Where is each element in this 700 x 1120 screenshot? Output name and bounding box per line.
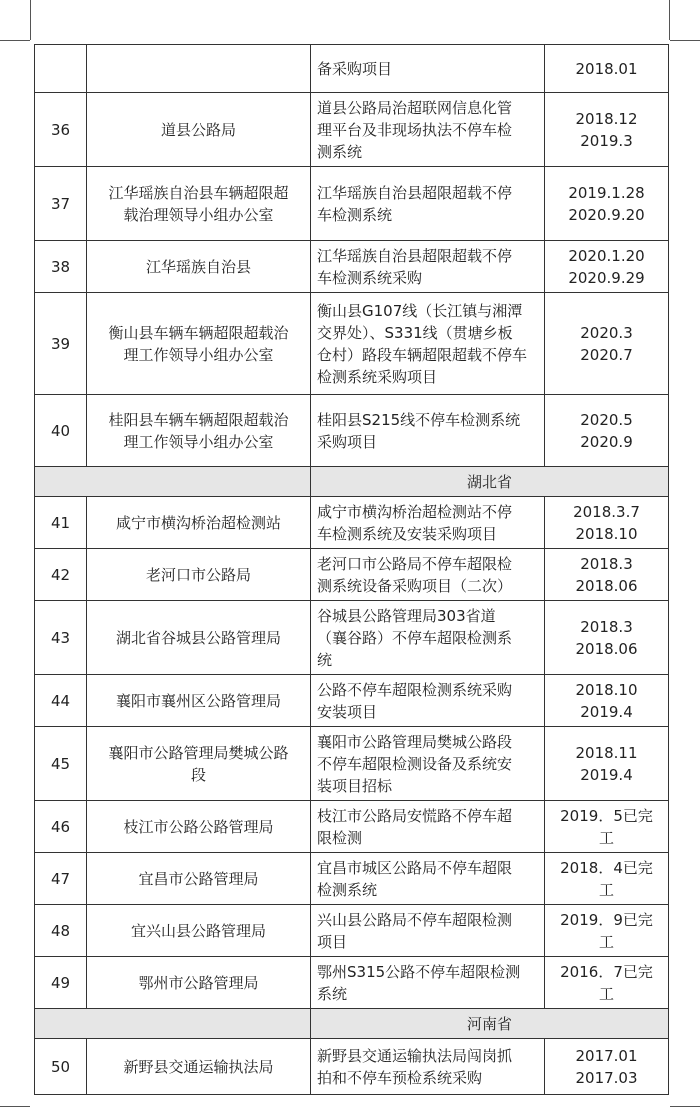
crop-mark-top-right-v xyxy=(669,0,670,40)
cell-line: 项目 xyxy=(317,932,348,951)
cell-line: 测系统 xyxy=(317,142,363,161)
date-cell xyxy=(545,853,669,905)
unit-name-cell xyxy=(87,801,311,853)
unit-name-cell xyxy=(87,293,311,395)
table-row xyxy=(35,727,669,801)
section-blank-cell xyxy=(35,467,311,497)
date-cell xyxy=(545,957,669,1009)
project-name-cell xyxy=(311,167,545,241)
cell-line: 桂阳县车辆车辆超限超载治 xyxy=(108,410,289,429)
cell-line: 2019.4 xyxy=(580,765,633,784)
unit-name-cell xyxy=(87,167,311,241)
cell-line: 老河口市公路局不停车超限检 xyxy=(317,554,513,573)
table-row xyxy=(35,957,669,1009)
cell-line: 江华瑶族自治县超限超载不停 xyxy=(317,246,513,265)
cell-line: 桂阳县S215线不停车检测系统 xyxy=(317,410,521,429)
table-row xyxy=(35,395,669,467)
unit-name-cell xyxy=(87,395,311,467)
cell-line: 衡山县车辆车辆超限超载治 xyxy=(108,323,289,342)
cell-line: 统 xyxy=(317,650,333,669)
cell-line: 备采购项目 xyxy=(317,59,393,78)
row-number: 43 xyxy=(35,601,87,675)
cell-line: 宜昌市公路管理局 xyxy=(138,869,259,888)
row-number: 48 xyxy=(35,905,87,957)
cell-line: 2017.03 xyxy=(575,1068,638,1087)
table-row xyxy=(35,853,669,905)
cell-line: 交界处）、S331线（贯塘乡板 xyxy=(317,323,513,342)
date-cell xyxy=(545,801,669,853)
row-number: 44 xyxy=(35,675,87,727)
cell-line: 2018.01 xyxy=(575,59,638,78)
date-cell xyxy=(545,241,669,293)
cell-line: 2020.1.20 xyxy=(568,246,645,265)
cell-line: 采购项目 xyxy=(317,432,378,451)
cell-line: 襄阳市公路管理局樊城公路 xyxy=(108,743,289,762)
cell-line: 2018.3 xyxy=(580,554,633,573)
cell-line: 2019.3 xyxy=(580,131,633,150)
date-cell xyxy=(545,727,669,801)
unit-name-cell xyxy=(87,497,311,549)
cell-line: 2018.06 xyxy=(575,639,638,658)
province-label: 湖北省 xyxy=(311,467,669,497)
cell-line: 车检测系统 xyxy=(317,205,393,224)
crop-mark-bottom-right-h xyxy=(670,1106,700,1107)
table-row xyxy=(35,1039,669,1095)
cell-line: 工 xyxy=(598,932,614,951)
row-number: 50 xyxy=(35,1039,87,1095)
cell-line: 车检测系统采购 xyxy=(317,268,423,287)
table-row xyxy=(35,241,669,293)
row-number xyxy=(35,45,87,93)
row-number: 38 xyxy=(35,241,87,293)
cell-line: 咸宁市横沟桥治超检测站不停 xyxy=(317,502,513,521)
cell-line: 2018.11 xyxy=(575,743,638,762)
cell-line: 2018.3 xyxy=(580,617,633,636)
cell-line: 车检测系统及安装采购项目 xyxy=(317,524,498,543)
section-blank-cell xyxy=(35,1009,311,1039)
cell-line: 襄阳市襄州区公路管理局 xyxy=(115,691,281,710)
unit-name-cell xyxy=(87,675,311,727)
cell-line: 鄂州S315公路不停车超限检测 xyxy=(317,962,521,981)
cell-line: 工 xyxy=(598,828,614,847)
table-row xyxy=(35,167,669,241)
unit-name-cell xyxy=(87,905,311,957)
unit-name-cell xyxy=(87,45,311,93)
unit-name-cell xyxy=(87,241,311,293)
province-section-row xyxy=(35,467,669,497)
cell-line: 衡山县G107线（长江镇与湘潭 xyxy=(317,301,523,320)
cell-line: 工 xyxy=(598,880,614,899)
table-row xyxy=(35,675,669,727)
row-number: 46 xyxy=(35,801,87,853)
cell-line: 2020.3 xyxy=(580,323,633,342)
project-name-cell xyxy=(311,957,545,1009)
table-row xyxy=(35,549,669,601)
cell-line: 2019.4 xyxy=(580,702,633,721)
cell-line: 段 xyxy=(190,765,206,784)
cell-line: 枝江市公路局安慌路不停车超 xyxy=(317,806,513,825)
procurement-table xyxy=(34,44,669,1095)
project-name-cell xyxy=(311,395,545,467)
row-number: 42 xyxy=(35,549,87,601)
cell-line: 理工作领导小组办公室 xyxy=(123,432,274,451)
row-number: 45 xyxy=(35,727,87,801)
cell-line: 2018.10 xyxy=(575,680,638,699)
crop-mark-top-right-h xyxy=(670,40,700,41)
table-row xyxy=(35,801,669,853)
row-number: 49 xyxy=(35,957,87,1009)
cell-line: 枝江市公路公路管理局 xyxy=(123,817,274,836)
cell-line: 2020.5 xyxy=(580,410,633,429)
unit-name-cell xyxy=(87,93,311,167)
cell-line: （襄谷路）不停车超限检测系 xyxy=(317,628,513,647)
cell-line: 2020.9 xyxy=(580,432,633,451)
date-cell xyxy=(545,293,669,395)
project-name-cell xyxy=(311,549,545,601)
cell-line: 2018.3.7 xyxy=(573,502,640,521)
cell-line: 2020.9.20 xyxy=(568,205,645,224)
cell-line: 宜昌市城区公路局不停车超限 xyxy=(317,858,513,877)
cell-line: 2018.06 xyxy=(575,576,638,595)
table-row xyxy=(35,93,669,167)
project-name-cell xyxy=(311,293,545,395)
cell-line: 2019．5已完 xyxy=(560,806,653,825)
table-row xyxy=(35,497,669,549)
crop-mark-top-left-v xyxy=(30,0,31,40)
crop-mark-bottom-left-h xyxy=(0,1106,30,1107)
unit-name-cell xyxy=(87,601,311,675)
cell-line: 公路不停车超限检测系统采购 xyxy=(317,680,513,699)
project-name-cell xyxy=(311,905,545,957)
cell-line: 不停车超限检测设备及系统安 xyxy=(317,754,513,773)
cell-line: 2016．7已完 xyxy=(560,962,653,981)
project-name-cell xyxy=(311,497,545,549)
date-cell xyxy=(545,93,669,167)
date-cell xyxy=(545,549,669,601)
project-name-cell xyxy=(311,601,545,675)
cell-line: 鄂州市公路管理局 xyxy=(138,973,259,992)
date-cell xyxy=(545,167,669,241)
cell-line: 江华瑶族自治县超限超载不停 xyxy=(317,183,513,202)
unit-name-cell xyxy=(87,957,311,1009)
cell-line: 拍和不停车预检系统采购 xyxy=(317,1068,483,1087)
date-cell xyxy=(545,395,669,467)
row-number: 36 xyxy=(35,93,87,167)
cell-line: 2018.10 xyxy=(575,524,638,543)
project-name-cell xyxy=(311,93,545,167)
cell-line: 新野县交通运输执法局 xyxy=(123,1057,274,1076)
cell-line: 理工作领导小组办公室 xyxy=(123,345,274,364)
cell-line: 理平台及非现场执法不停车检 xyxy=(317,120,513,139)
cell-line: 工 xyxy=(598,984,614,1003)
province-section-row xyxy=(35,1009,669,1039)
cell-line: 安装项目 xyxy=(317,702,378,721)
cell-line: 谷城县公路管理局303省道 xyxy=(317,606,496,625)
project-name-cell xyxy=(311,1039,545,1095)
cell-line: 兴山县公路局不停车超限检测 xyxy=(317,910,513,929)
project-name-cell xyxy=(311,675,545,727)
row-number: 39 xyxy=(35,293,87,395)
cell-line: 检测系统采购项目 xyxy=(317,367,438,386)
crop-mark-top-left-h xyxy=(0,40,30,41)
unit-name-cell xyxy=(87,1039,311,1095)
date-cell xyxy=(545,497,669,549)
row-number: 47 xyxy=(35,853,87,905)
project-name-cell xyxy=(311,727,545,801)
cell-line: 2018.12 xyxy=(575,109,638,128)
project-name-cell xyxy=(311,801,545,853)
cell-line: 2020.9.29 xyxy=(568,268,645,287)
table-row xyxy=(35,45,669,93)
cell-line: 装项目招标 xyxy=(317,776,393,795)
unit-name-cell xyxy=(87,853,311,905)
project-name-cell xyxy=(311,853,545,905)
unit-name-cell xyxy=(87,549,311,601)
cell-line: 测系统设备采购项目（二次） xyxy=(317,576,513,595)
cell-line: 2017.01 xyxy=(575,1046,638,1065)
cell-line: 襄阳市公路管理局樊城公路段 xyxy=(317,732,513,751)
cell-line: 老河口市公路局 xyxy=(145,565,251,584)
table-body xyxy=(35,45,669,1095)
province-label: 河南省 xyxy=(311,1009,669,1039)
cell-line: 宜兴山县公路管理局 xyxy=(130,921,266,940)
date-cell xyxy=(545,45,669,93)
row-number: 40 xyxy=(35,395,87,467)
cell-line: 咸宁市横沟桥治超检测站 xyxy=(115,513,281,532)
cell-line: 道县公路局 xyxy=(160,120,236,139)
cell-line: 限检测 xyxy=(317,828,363,847)
cell-line: 道县公路局治超联网信息化管 xyxy=(317,98,513,117)
date-cell xyxy=(545,601,669,675)
cell-line: 系统 xyxy=(317,984,348,1003)
cell-line: 湖北省谷城县公路管理局 xyxy=(115,628,281,647)
cell-line: 江华瑶族自治县车辆超限超 xyxy=(108,183,289,202)
cell-line: 2019.1.28 xyxy=(568,183,645,202)
table-row xyxy=(35,293,669,395)
cell-line: 江华瑶族自治县 xyxy=(145,257,251,276)
cell-line: 2020.7 xyxy=(580,345,633,364)
project-name-cell xyxy=(311,241,545,293)
cell-line: 仓村）路段车辆超限超载不停车 xyxy=(317,345,528,364)
cell-line: 2018．4已完 xyxy=(560,858,653,877)
date-cell xyxy=(545,675,669,727)
cell-line: 2019．9已完 xyxy=(560,910,653,929)
row-number: 37 xyxy=(35,167,87,241)
unit-name-cell xyxy=(87,727,311,801)
table-row xyxy=(35,601,669,675)
date-cell xyxy=(545,905,669,957)
date-cell xyxy=(545,1039,669,1095)
cell-line: 检测系统 xyxy=(317,880,378,899)
cell-line: 载治理领导小组办公室 xyxy=(123,205,274,224)
project-name-cell xyxy=(311,45,545,93)
table-row xyxy=(35,905,669,957)
row-number: 41 xyxy=(35,497,87,549)
cell-line: 新野县交通运输执法局闯岗抓 xyxy=(317,1046,513,1065)
